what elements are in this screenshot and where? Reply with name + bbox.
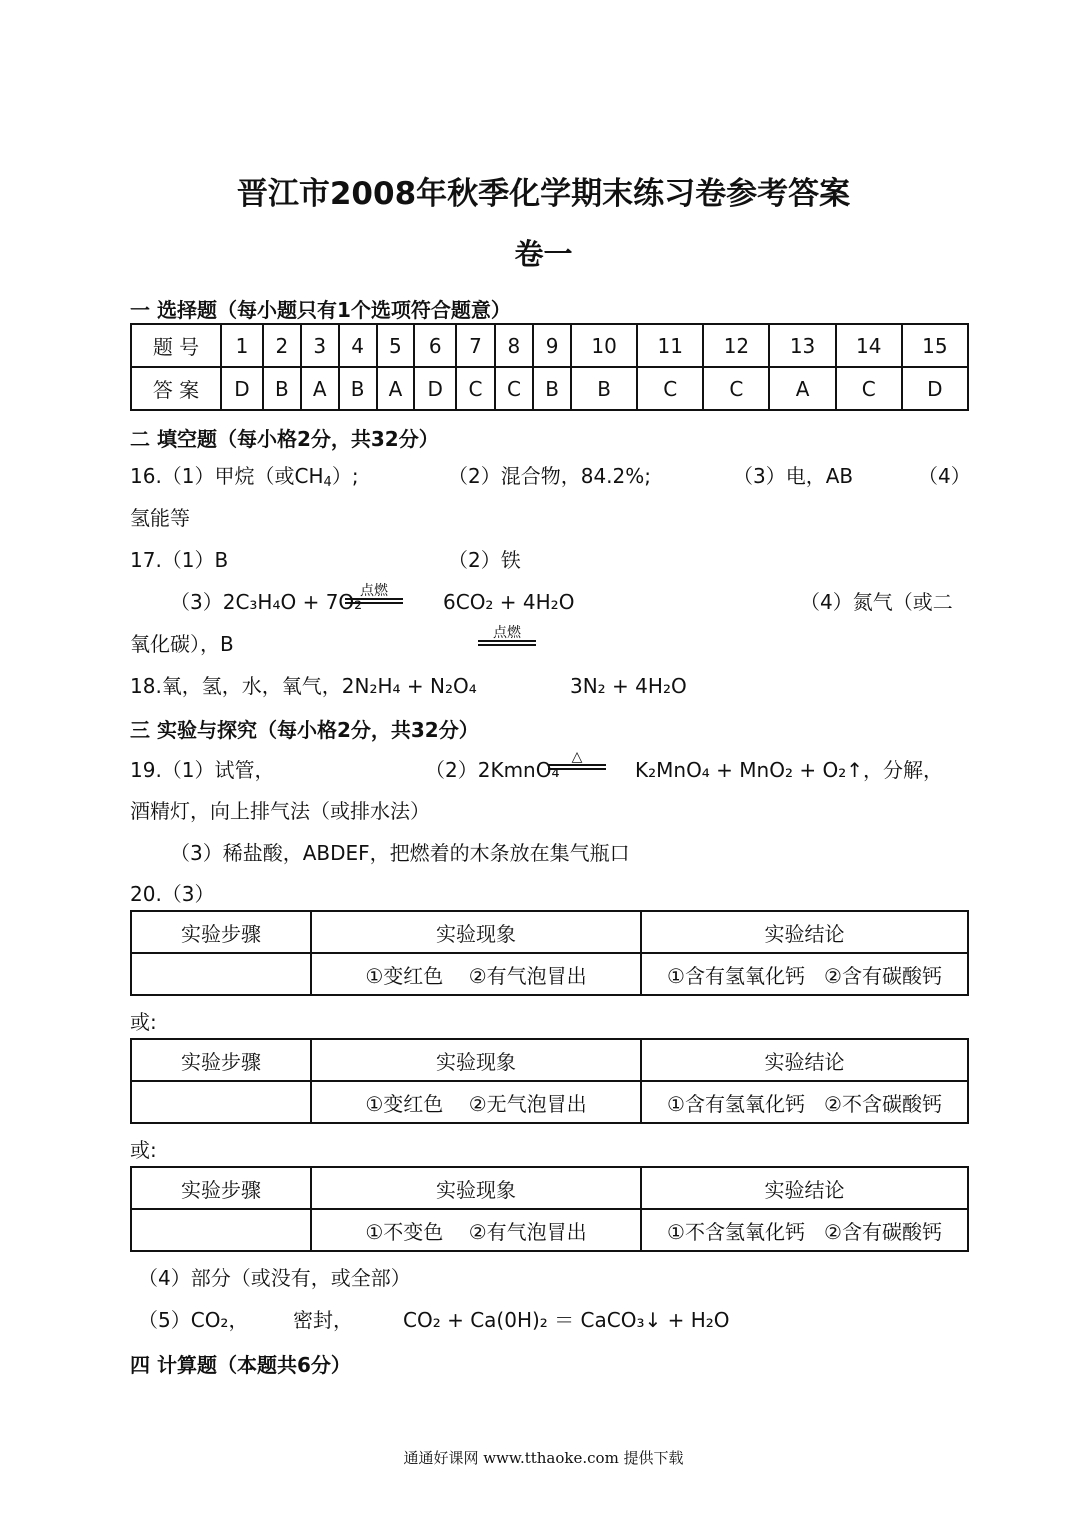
- q17-part1: 17.（1）B: [130, 548, 229, 572]
- reaction-condition-heat: [548, 750, 606, 770]
- answer-cell: C: [637, 367, 703, 410]
- answer-table: [130, 323, 969, 411]
- q19-part3: （3）稀盐酸，ABDEF，把燃着的木条放在集气瓶口: [170, 841, 630, 865]
- table-row: [131, 324, 968, 367]
- question-number: 4: [339, 324, 377, 367]
- conclusion-2: ②含有碳酸钙: [824, 963, 942, 988]
- conclusion-cell: [641, 1209, 968, 1251]
- row-label-number: 题 号: [131, 324, 221, 367]
- header-phenomena: 实验现象: [311, 911, 641, 953]
- q19-continuation: 酒精灯，向上排气法（或排水法）: [130, 799, 430, 823]
- phenomena-cell: [311, 953, 641, 995]
- row-label-answer: 答 案: [131, 367, 221, 410]
- answer-cell: A: [769, 367, 835, 410]
- question-number: 10: [571, 324, 637, 367]
- answer-cell: D: [414, 367, 456, 410]
- steps-cell: [131, 1209, 311, 1251]
- steps-cell: [131, 953, 311, 995]
- question-number: 6: [414, 324, 456, 367]
- conclusion-cell: [641, 953, 968, 995]
- question-number: 9: [533, 324, 571, 367]
- q18-reactants: 18.氧，氢，水，氧气，2N₂H₄ + N₂O₄: [130, 674, 477, 698]
- footer-watermark: 通通好课网 www.tthaoke.com 提供下载: [403, 1449, 684, 1467]
- section-4-heading: 四 计算题（本题共6分）: [130, 1353, 351, 1377]
- heat-icon: △: [571, 749, 583, 765]
- answer-cell: C: [456, 367, 494, 410]
- or-label-2: 或:: [130, 1138, 157, 1162]
- answer-cell: C: [836, 367, 902, 410]
- experiment-table-2: [130, 1038, 969, 1124]
- q17-part2: （2）铁: [448, 548, 521, 572]
- question-number: 7: [456, 324, 494, 367]
- q17-continuation: 氧化碳），B: [130, 632, 234, 656]
- q20-part5-equation: CO₂ + Ca(0H)₂ ＝ CaCO₃↓ + H₂O: [403, 1308, 730, 1332]
- conclusion-1: ①含有氢氧化钙: [667, 1091, 805, 1116]
- header-conclusion: 实验结论: [641, 1167, 968, 1209]
- q19-part1: 19.（1）试管，: [130, 758, 275, 782]
- phenomenon-2: ②有气泡冒出: [468, 1219, 587, 1244]
- reaction-condition-burn-q18: [478, 626, 536, 646]
- q16-part1: [130, 462, 359, 490]
- section-2-heading: 二 填空题（每小格2分，共32分）: [130, 427, 439, 451]
- header-steps: 实验步骤: [131, 911, 311, 953]
- condition-label: 点燃: [360, 583, 388, 599]
- phenomenon-1: ①不变色: [365, 1219, 444, 1244]
- experiment-table-1: [130, 910, 969, 996]
- conclusion-2: ②不含碳酸钙: [824, 1091, 942, 1116]
- section-1-heading: 一 选择题（每小题只有1个选项符合题意）: [130, 298, 511, 322]
- answer-cell: B: [339, 367, 377, 410]
- phenomenon-2: ②有气泡冒出: [468, 963, 587, 988]
- header-phenomena: 实验现象: [311, 1167, 641, 1209]
- question-number: 14: [836, 324, 902, 367]
- question-number: 11: [637, 324, 703, 367]
- table-row: [131, 1039, 968, 1081]
- q19-product: K₂MnO₄ + MnO₂ + O₂↑，分解，: [635, 758, 943, 782]
- table-row: [131, 911, 968, 953]
- q18-products: 3N₂ + 4H₂O: [570, 674, 687, 698]
- page-subtitle: 卷一: [514, 237, 573, 271]
- phenomenon-1: ①变红色: [365, 963, 444, 988]
- phenomenon-2: ②无气泡冒出: [468, 1091, 587, 1116]
- conclusion-1: ①不含氢氧化钙: [667, 1219, 805, 1244]
- question-number: 3: [301, 324, 339, 367]
- steps-cell: [131, 1081, 311, 1123]
- answer-cell: A: [301, 367, 339, 410]
- header-conclusion: 实验结论: [641, 911, 968, 953]
- header-conclusion: 实验结论: [641, 1039, 968, 1081]
- q16-part2: （2）混合物，84.2%;: [448, 464, 651, 488]
- answer-cell: B: [533, 367, 571, 410]
- reaction-condition-burn: [345, 584, 403, 604]
- answer-cell: B: [571, 367, 637, 410]
- conclusion-cell: [641, 1081, 968, 1123]
- page-title: 晋江市2008年秋季化学期末练习卷参考答案: [236, 176, 851, 212]
- answer-cell: D: [221, 367, 263, 410]
- q20-part5-gas: （5）CO₂，: [138, 1308, 249, 1332]
- question-number: 5: [377, 324, 415, 367]
- question-number: 12: [703, 324, 769, 367]
- q16-part1-suffix: ）;: [331, 464, 359, 488]
- q16-part4: （4）: [918, 464, 971, 488]
- table-row: [131, 1167, 968, 1209]
- table-row: [131, 367, 968, 410]
- question-number: 8: [495, 324, 533, 367]
- q16-continuation: 氢能等: [130, 506, 190, 530]
- q20-label: 20.（3）: [130, 882, 215, 906]
- table-row: [131, 953, 968, 995]
- header-steps: 实验步骤: [131, 1039, 311, 1081]
- answer-cell: C: [495, 367, 533, 410]
- conclusion-2: ②含有碳酸钙: [824, 1219, 942, 1244]
- q16-part3: （3）电，AB: [733, 464, 854, 488]
- q17-product: 6CO₂ + 4H₂O: [443, 590, 575, 614]
- question-number: 13: [769, 324, 835, 367]
- answer-cell: B: [263, 367, 301, 410]
- question-number: 1: [221, 324, 263, 367]
- header-phenomena: 实验现象: [311, 1039, 641, 1081]
- header-steps: 实验步骤: [131, 1167, 311, 1209]
- table-row: [131, 1209, 968, 1251]
- answer-cell: A: [377, 367, 415, 410]
- q20-part5-seal: 密封，: [293, 1308, 353, 1332]
- phenomena-cell: [311, 1209, 641, 1251]
- q17-part4: （4）氮气（或二: [800, 590, 953, 614]
- table-row: [131, 1081, 968, 1123]
- question-number: 2: [263, 324, 301, 367]
- experiment-table-3: [130, 1166, 969, 1252]
- condition-label: 点燃: [493, 625, 521, 641]
- q16-part1-text: 16.（1）甲烷（或CH: [130, 464, 324, 488]
- or-label-1: 或:: [130, 1010, 157, 1034]
- question-number: 15: [902, 324, 968, 367]
- answer-cell: D: [902, 367, 968, 410]
- q20-part4: （4）部分（或没有，或全部）: [138, 1266, 411, 1290]
- section-3-heading: 三 实验与探究（每小格2分，共32分）: [130, 718, 479, 742]
- phenomena-cell: [311, 1081, 641, 1123]
- q19-part2: （2）2KmnO₄: [425, 758, 560, 782]
- answer-cell: C: [703, 367, 769, 410]
- q16-part1-subscript: 4: [323, 475, 332, 490]
- q17-part3: （3）2C₃H₄O + 7O₂: [170, 590, 363, 614]
- phenomenon-1: ①变红色: [365, 1091, 444, 1116]
- conclusion-1: ①含有氢氧化钙: [667, 963, 805, 988]
